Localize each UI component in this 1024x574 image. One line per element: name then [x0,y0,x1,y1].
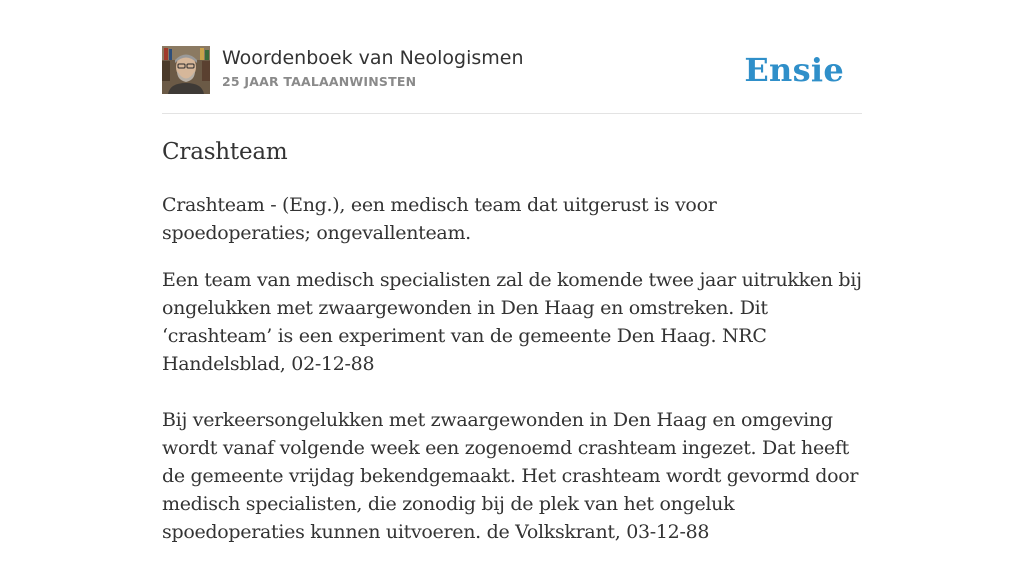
entry-content [162,134,862,574]
site-header [162,46,862,96]
site-title[interactable]: Woordenboek van Neologismen [222,47,524,69]
entry-quote: Een team van medisch specialisten zal de komende twee jaar uitrukken bij ongelukken met zwaargewonden in Den Haag en omstreken. Dit ‘crashteam’ is een experiment van de gemeente Den Haag. NRC Handelsblad, 02-12-88 [162,269,862,375]
author-portrait-icon[interactable] [162,46,210,94]
brand-logo[interactable]: Ensie [744,51,844,89]
entry-quote: Bij verkeersongelukken met zwaargewonden in Den Haag en omgeving wordt vanaf volgende week een zogenoemd crashteam ingezet. Dat heeft de gemeente vrijdag bekendgemaakt. Het crashteam wordt gevormd door medisch specialisten, die zonodig bij de plek van het ongeluk spoedoperaties kunnen uitvoeren. de Volkskrant, 03-12-88 [162,409,859,543]
entry-title: Crashteam [162,139,288,165]
header-divider [162,113,862,114]
entry-definition: Crashteam - (Eng.), een medisch team dat uitgerust is voor spoedoperaties; ongevallenteam. [162,194,717,244]
site-subtitle: 25 JAAR TAALAANWINSTEN [222,74,417,89]
